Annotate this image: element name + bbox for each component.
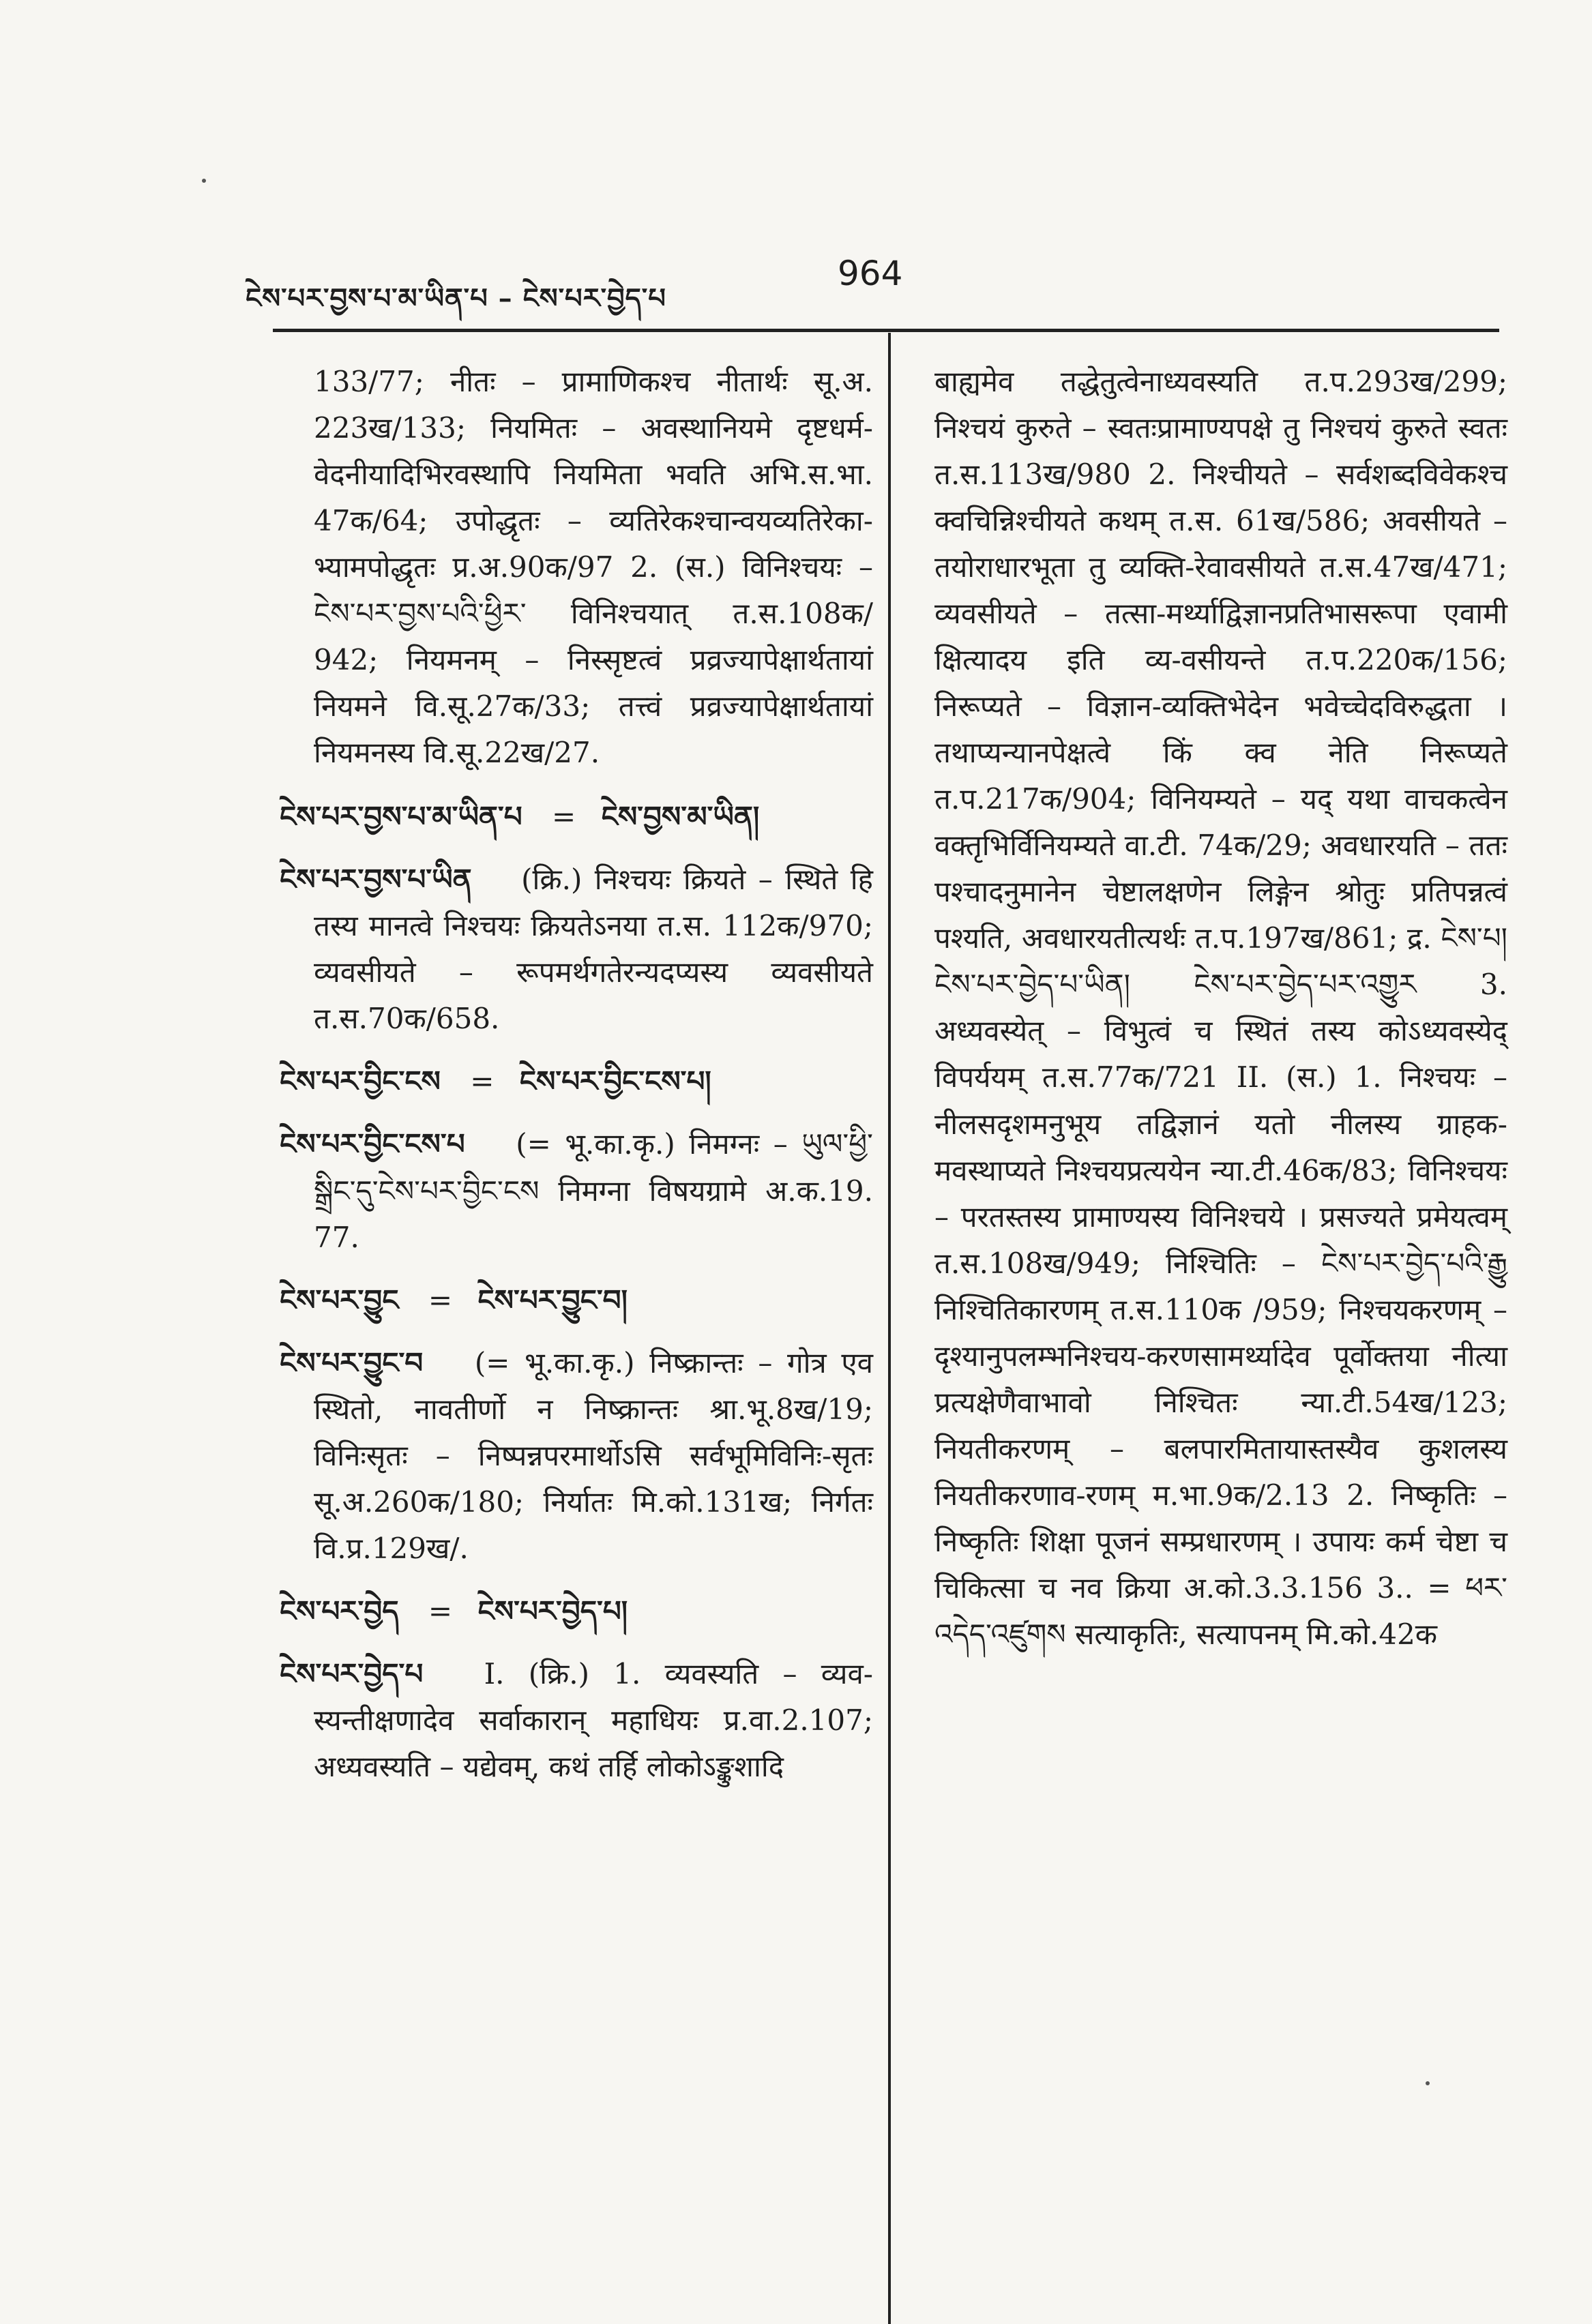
entry-body: (= भू.का.कृ.) निष्क्रान्तः – गोत्र एव स्थितो, नावतीर्णो न निष्क्रान्तः श्रा.भू.8ख/19; विनिःसृतः – निष्पन्नपरमार्थोऽसि सर्वभूमिविनिः-सृतः सू.अ.260क/180; निर्यातः मि.को.131ख; निर्गतः वि.प्र.129ख/. bbox=[314, 1345, 873, 1565]
entry-equals: = bbox=[470, 1064, 495, 1099]
entry-headword: ངེས་པར་བྱུང་བ bbox=[280, 1345, 424, 1380]
entry-headword: ངེས་པར་བྱེད་པ bbox=[280, 1656, 424, 1690]
entry-headword: ངེས་པར་བྱས་པ་མ་ཡིན་པ bbox=[280, 800, 522, 834]
dictionary-entry bbox=[280, 856, 873, 1042]
entry-headword: ངེས་པར་བྱས་པ་ཡིན bbox=[280, 863, 472, 897]
scan-speck bbox=[202, 179, 206, 183]
dictionary-entry bbox=[280, 794, 873, 840]
entry-equals: = bbox=[428, 1283, 453, 1317]
dictionary-entry bbox=[280, 1651, 873, 1790]
dictionary-entry bbox=[280, 1277, 873, 1324]
header-rule bbox=[273, 329, 1499, 332]
entry-body: I. (क्रि.) 1. व्यवस्यति – व्यव-स्यन्तीक्षणादेव सर्वाकारान् महाधियः प्र.वा.2.107; अध्यवस्यति – यद्येवम्, कथं तर्हि लोकोऽङ्कुशादि bbox=[314, 1656, 873, 1783]
dictionary-entry bbox=[280, 1588, 873, 1635]
column-divider bbox=[888, 333, 891, 2324]
entry-equals: = bbox=[552, 800, 576, 834]
scan-speck bbox=[1426, 2081, 1430, 2085]
dictionary-entry bbox=[280, 1340, 873, 1572]
entry-equals: = bbox=[428, 1594, 453, 1628]
entry-headword: ངེས་པར་བྱུང bbox=[280, 1283, 399, 1317]
entry-headword: ངེས་པར་བྱིང་ངས་པ bbox=[280, 1127, 465, 1161]
continued-paragraph: 133/77; नीतः – प्रामाणिकश्च नीतार्थः सू.अ. 223ख/133; नियमितः – अवस्थानियमे दृष्टधर्म-वेदनीयादिभिरवस्थापि नियमिता भवति अभि.स.भा. 47क/64; उपोद्धृतः – व्यतिरेकश्चान्वयव्यतिरेका-भ्यामपोद्धृतः प्र.अ.90क/97 2. (स.) विनिश्चयः – ངེས་པར་བྱས་པའི་ཕྱིར་ विनिश्चयात् त.स.108क/ 942; नियमनम् – निस्सृष्टत्वं प्रव्रज्यापेक्षार्थतायां नियमने वि.सू.27क/33; तत्त्वं प्रव्रज्यापेक्षार्थतायां नियमनस्य वि.सू.22ख/27. bbox=[314, 365, 873, 770]
dictionary-entry bbox=[280, 1058, 873, 1105]
entry-crossref: ངེས་བྱས་མ་ཡིན། bbox=[601, 800, 760, 834]
page-number: 964 bbox=[838, 254, 903, 293]
entry-crossref: ངེས་པར་བྱིང་ངས་པ། bbox=[519, 1064, 711, 1099]
dictionary-entry bbox=[280, 1121, 873, 1260]
entry-body: (= भू.का.कृ.) निमग्नः – ཡུལ་ཕྱི་སྒྲིང་དུ་ངེས་པར་བྱིང་ངས निमग्ना विषयग्रामे अ.क.19. 77. bbox=[314, 1127, 873, 1254]
running-header-title: ངེས་པར་བྱས་པ་མ་ཡིན་པ – ངེས་པར་བྱེད་པ bbox=[246, 282, 666, 314]
left-column bbox=[280, 359, 873, 1806]
entry-crossref: ངེས་པར་བྱུང་བ། bbox=[477, 1283, 628, 1317]
continued-paragraph: बाह्यमेव तद्धेतुत्वेनाध्यवस्यति त.प.293ख/299; निश्चयं कुरुते – स्वतःप्रामाण्यपक्षे तु निश्चयं कुरुते स्वतः त.स.113ख/980 2. निश्चीयते – सर्वशब्दविवेकश्च क्वचिन्निश्चीयते कथम् त.स. 61ख/586; अवसीयते – तयोराधारभूता तु व्यक्ति-रेवावसीयते त.स.47ख/471; व्यवसीयते – तत्सा-मर्थ्याद्विज्ञानप्रतिभासरूपा एवामी क्षित्यादय इति व्य-वसीयन्ते त.प.220क/156; निरूप्यते – विज्ञान-व्यक्तिभेदेन भवेच्चेदविरुद्धता । तथाप्यन्यानपेक्षत्वे किं क्व नेति निरूप्यते त.प.217क/904; विनियम्यते – यद् यथा वाचकत्वेन वक्तृभिर्विनियम्यते वा.टी. 74क/29; अवधारयति – ततः पश्चादनुमानेन चेष्टालक्षणेन लिङ्गेन श्रोतुः प्रतिपन्नत्वं पश्यति, अवधारयतीत्यर्थः त.प.197ख/861; द्र. ངེས་པ། ངེས་པར་བྱེད་པ་ཡིན། ངེས་པར་བྱེད་པར་འགྱུར 3. अध्यवस्येत् – विभुत्वं च स्थितं तस्य कोऽध्यवस्येद् विपर्ययम् त.स.77क/721 II. (स.) 1. निश्चयः – नीलसदृशमनुभूय तद्विज्ञानं यतो नीलस्य ग्राहक-मवस्थाप्यते निश्चयप्रत्ययेन न्या.टी.46क/83; विनिश्चयः – परतस्तस्य प्रामाण्यस्य विनिश्चये । प्रसज्यते प्रमेयत्वम् त.स.108ख/949; निश्चितिः – ངེས་པར་བྱེད་པའི་རྒྱུ निश्चितिकारणम् त.स.110क /959; निश्चयकरणम् – दृश्यानुपलम्भनिश्चय-करणसामर्थ्यादेव पूर्वोक्तया नीत्या प्रत्यक्षेणैवाभावो निश्चितः न्या.टी.54ख/123; नियतीकरणम् – बलपारमितायास्तस्यैव कुशलस्य नियतीकरणाव-रणम् म.भा.9क/2.13 2. निष्कृतिः – निष्कृतिः शिक्षा पूजनं सम्प्रधारणम् । उपायः कर्म चेष्टा च चिकित्सा च नव क्रिया अ.को.3.3.156 3.. = ཕར་འདེད་འཛུགས सत्याकृतिः, सत्यापनम् मि.को.42क bbox=[934, 365, 1507, 1651]
right-column bbox=[934, 359, 1507, 1675]
entry-headword: ངེས་པར་བྱིང་ངས bbox=[280, 1064, 441, 1099]
entry-body: (क्रि.) निश्चयः क्रियते – स्थिते हि तस्य मानत्वे निश्चयः क्रियतेऽनया त.स. 112क/970; व्यवसीयते – रूपमर्थगतेरन्यदप्यस्य व्यवसीयते त.स.70क/658. bbox=[314, 863, 873, 1036]
entry-crossref: ངེས་པར་བྱེད་པ། bbox=[477, 1594, 628, 1628]
entry-headword: ངེས་པར་བྱེད bbox=[280, 1594, 399, 1628]
